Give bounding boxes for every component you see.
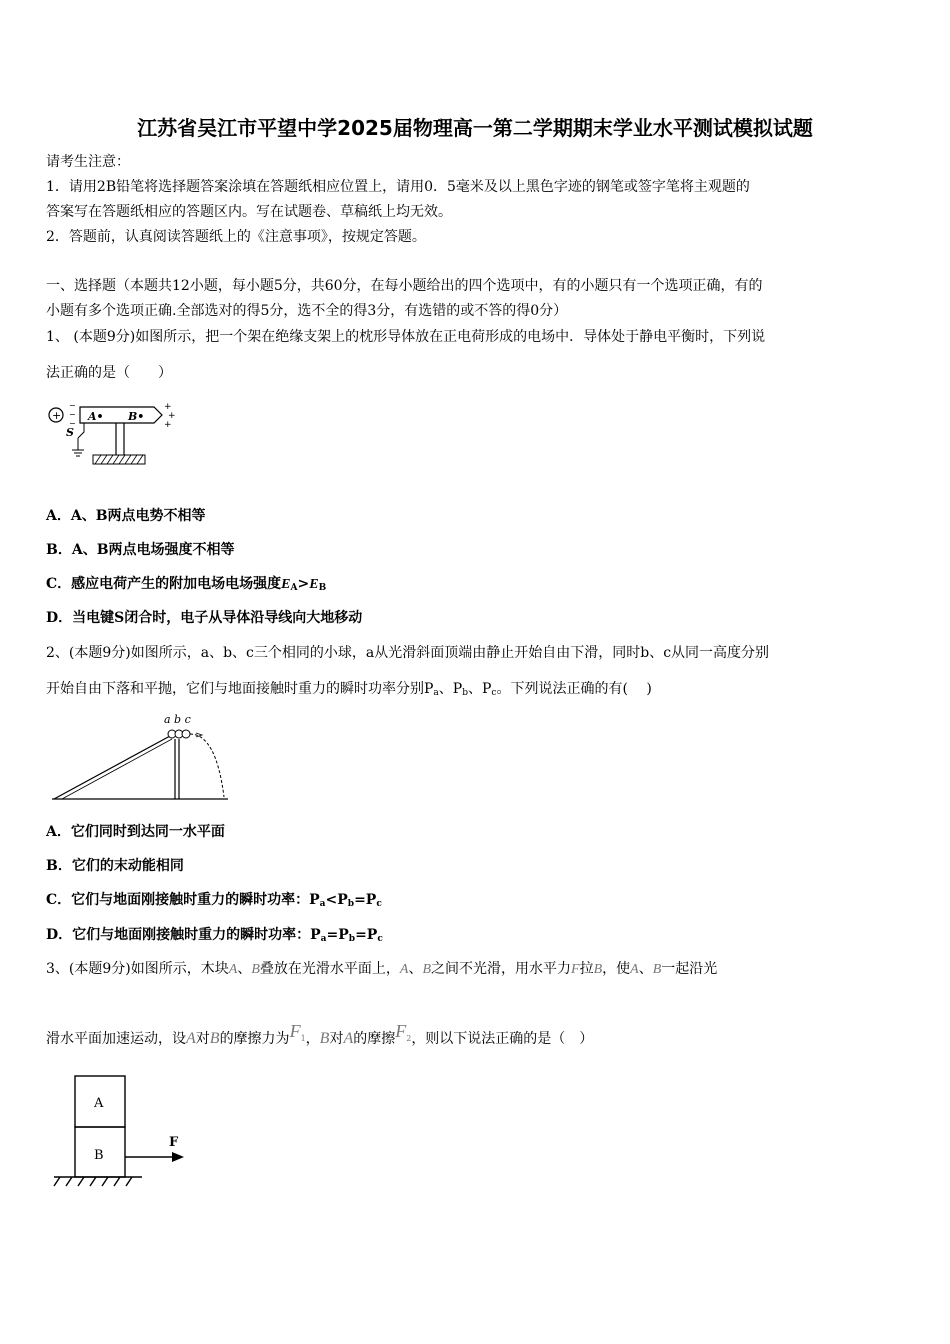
force-f-label: F xyxy=(169,1135,179,1150)
notice-item-2: 2．答题前，认真阅读答题纸上的《注意事项》，按规定答题。 xyxy=(46,229,426,245)
q2-option-b: B．它们的末动能相同 xyxy=(46,858,184,874)
q1-stem-2: 法正确的是（ ） xyxy=(46,365,172,381)
q2-stem-1: 2、(本题9分)如图所示，a、b、c三个相同的小球，a从光滑斜面顶端由静止开始自由下滑，同时b、c从同一高度分别 xyxy=(46,645,770,661)
q1-option-b: B．A、B两点电场强度不相等 xyxy=(46,542,235,558)
q3-stem-2: 滑水平面加速运动，设A对B的摩擦力为F1，B对A的摩擦F2，则以下说法正确的是（ ） xyxy=(46,1021,594,1047)
positive-charge-symbol: + xyxy=(52,409,62,422)
q2-option-c: C．它们与地面刚接触时重力的瞬时功率：$P_a<P_b=P_c$ xyxy=(46,892,382,909)
block-a-label: A xyxy=(94,1096,104,1111)
q2-stem-2: 开始自由下落和平抛，它们与地面接触时重力的瞬时功率分别$P_a$、$P_b$、$P_c$。下列说法正确的有( ) xyxy=(46,681,652,698)
switch-s-label: S xyxy=(66,426,74,439)
notice-item-1a: 1．请用2B铅笔将选择题答案涂填在答题纸相应位置上，请用0．5毫米及以上黑色字迹的钢笔或签字笔将主观题的 xyxy=(46,179,750,195)
q1-option-d: D．当电键S闭合时，电子从导体沿导线向大地移动 xyxy=(46,610,363,626)
q1-stem-1: 1、 (本题9分)如图所示，把一个架在绝缘支架上的枕形导体放在正电荷形成的电场中．导体处于静电平衡时，下列说 xyxy=(46,329,766,345)
q2-option-a: A．它们同时到达同一水平面 xyxy=(46,824,225,840)
q1-option-c: C．感应电荷产生的附加电场电场强度$E_A>E_B$ xyxy=(46,576,327,593)
section-heading-1: 一、选择题（本题共12小题，每小题5分，共60分，在每小题给出的四个选项中，有的小题只有一个选项正确，有的 xyxy=(46,278,763,294)
block-b-label: B xyxy=(94,1148,104,1163)
q2-option-d: D．它们与地面刚接触时重力的瞬时功率：$P_a=P_b=P_c$ xyxy=(46,927,383,944)
q1-figure-conductor xyxy=(44,398,184,470)
point-a-label: A• xyxy=(88,410,104,423)
section-heading-2: 小题有多个选项正确.全部选对的得5分，选不全的得3分，有选错的或不答的得0分） xyxy=(46,303,568,319)
balls-abc-label: a b c xyxy=(164,713,191,726)
svg-text:−: − xyxy=(69,401,76,410)
svg-text:+: + xyxy=(164,420,172,430)
notice-heading: 请考生注意： xyxy=(46,154,130,170)
svg-text:−: − xyxy=(69,419,76,428)
notice-item-1b: 答案写在答题纸相应的答题区内。写在试题卷、草稿纸上均无效。 xyxy=(46,204,452,220)
page-title: 江苏省吴江市平望中学2025届物理高一第二学期期末学业水平测试模拟试题 xyxy=(137,116,813,140)
svg-text:+: + xyxy=(168,411,176,421)
q1-option-a: A．A、B两点电势不相等 xyxy=(46,508,206,524)
point-b-label: B• xyxy=(128,410,145,423)
svg-text:−: − xyxy=(69,410,76,419)
q3-figure-blocks xyxy=(48,1072,198,1190)
q2-figure-incline xyxy=(48,712,238,804)
q3-stem-1: 3、(本题9分)如图所示，木块A、B叠放在光滑水平面上，A、B之间不光滑，用水平力F拉B，使A、B一起沿光 xyxy=(46,961,718,977)
svg-text:+: + xyxy=(164,402,172,412)
